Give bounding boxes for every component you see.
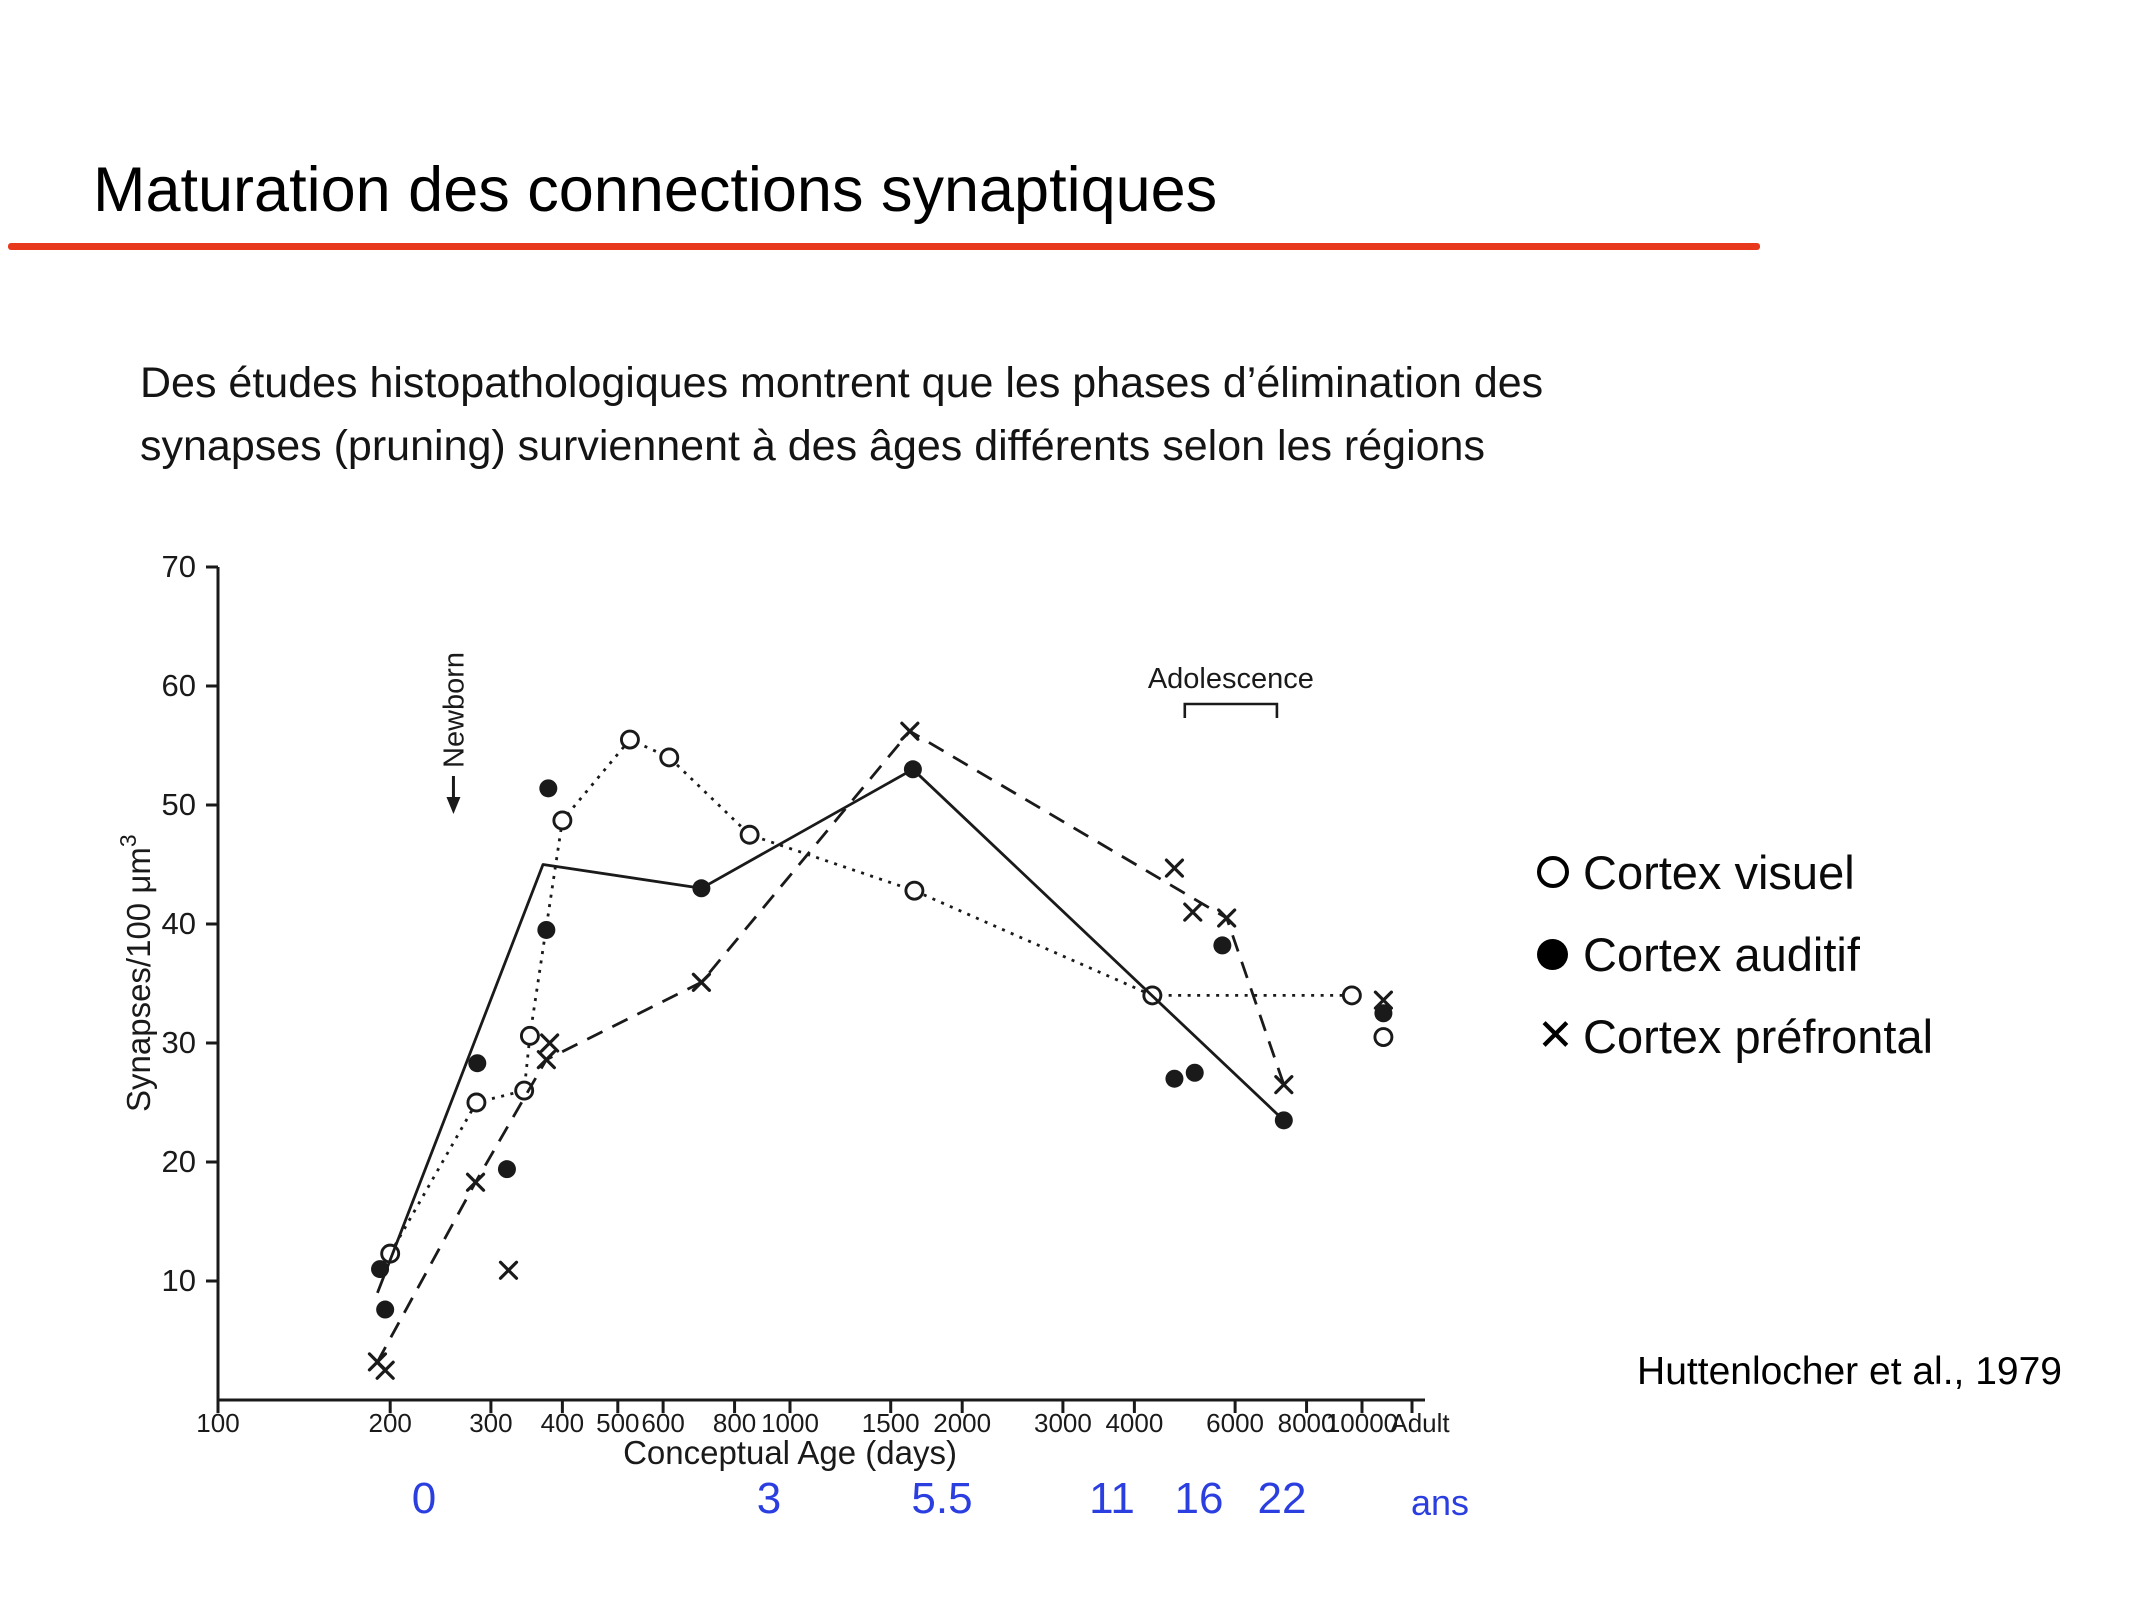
down-arrow-icon bbox=[446, 797, 460, 814]
y-tick-label: 40 bbox=[161, 906, 196, 941]
legend-label: Cortex visuel bbox=[1583, 845, 1855, 899]
x-end-tick-label: Adult bbox=[1390, 1408, 1450, 1438]
data-point-open-circle bbox=[554, 812, 571, 829]
data-point-filled-circle bbox=[1165, 1070, 1183, 1088]
x-tick-label: 300 bbox=[469, 1408, 513, 1438]
x-tick-label: 1500 bbox=[861, 1408, 920, 1438]
data-point-filled-circle bbox=[537, 921, 555, 939]
legend-label: Cortex préfrontal bbox=[1583, 1009, 1934, 1063]
citation: Huttenlocher et al., 1979 bbox=[1637, 1350, 2062, 1393]
x-tick-label: 100 bbox=[196, 1408, 240, 1438]
age-label: 3 bbox=[756, 1474, 782, 1523]
data-point-x-marker bbox=[902, 723, 918, 739]
y-tick-label: 30 bbox=[161, 1025, 196, 1060]
data-point-open-circle bbox=[661, 749, 678, 766]
data-point-filled-circle bbox=[692, 879, 710, 897]
x-tick-label: 600 bbox=[641, 1408, 685, 1438]
x-tick-label: 1000 bbox=[761, 1408, 819, 1438]
y-axis-label: Synapses/100 $\mu m^3$ bbox=[115, 834, 157, 1112]
age-label: 0 bbox=[411, 1474, 437, 1523]
age-label: 22 bbox=[1257, 1474, 1307, 1523]
legend-label: Cortex auditif bbox=[1583, 927, 1860, 981]
data-point-filled-circle bbox=[371, 1260, 389, 1278]
adolescence-bracket bbox=[1185, 704, 1277, 718]
legend-item-visuel bbox=[1537, 842, 1933, 902]
y-axis-ticks bbox=[162, 549, 218, 1298]
data-point-open-circle bbox=[468, 1094, 485, 1111]
open-circle-icon bbox=[1537, 856, 1583, 888]
y-tick-label: 60 bbox=[161, 668, 196, 703]
page-title: Maturation des connections synaptiques bbox=[93, 155, 1218, 226]
data-point-x-marker bbox=[538, 1052, 554, 1068]
chart-legend bbox=[1537, 842, 1933, 1066]
data-point-filled-circle bbox=[1275, 1111, 1293, 1129]
data-point-filled-circle bbox=[1186, 1064, 1204, 1082]
y-tick-label: 70 bbox=[161, 549, 196, 584]
series-cortex-pr-frontal bbox=[369, 723, 1391, 1378]
series-cortex-visuel bbox=[382, 731, 1392, 1262]
data-point-open-circle bbox=[521, 1027, 538, 1044]
y-tick-label: 10 bbox=[161, 1263, 196, 1298]
data-point-x-marker bbox=[377, 1362, 393, 1378]
series-line-cortex-visuel bbox=[390, 740, 1352, 1254]
data-point-open-circle bbox=[1343, 987, 1360, 1004]
x-tick-label: 3000 bbox=[1033, 1408, 1092, 1438]
data-point-filled-circle bbox=[468, 1054, 486, 1072]
data-point-open-circle bbox=[621, 731, 638, 748]
body-line: Des études histopathologiques montrent que les phases d’élimination des bbox=[140, 359, 1544, 407]
age-label: 5.5 bbox=[911, 1474, 973, 1523]
x-axis-ticks bbox=[196, 1400, 1450, 1438]
x-tick-label: 4000 bbox=[1105, 1408, 1164, 1438]
legend-item-prefrontal bbox=[1537, 1006, 1933, 1066]
data-point-filled-circle bbox=[376, 1301, 394, 1319]
series-line-cortex-auditif bbox=[377, 769, 1283, 1293]
data-point-x-marker bbox=[1185, 904, 1201, 920]
data-point-filled-circle bbox=[1213, 936, 1231, 954]
data-point-x-marker bbox=[500, 1262, 516, 1278]
x-tick-label: 2000 bbox=[933, 1408, 992, 1438]
age-label: 16 bbox=[1174, 1474, 1224, 1523]
adolescence-annotation bbox=[1148, 663, 1314, 718]
x-tick-label: 800 bbox=[712, 1408, 757, 1438]
x-tick-label: 10000 bbox=[1325, 1408, 1399, 1438]
x-tick-label: 6000 bbox=[1206, 1408, 1265, 1438]
data-point-open-circle bbox=[516, 1082, 533, 1099]
data-point-x-marker bbox=[1166, 860, 1182, 876]
data-point-open-circle bbox=[1375, 1029, 1392, 1046]
data-point-open-circle bbox=[741, 826, 758, 843]
data-point-x-marker bbox=[468, 1174, 484, 1190]
y-tick-label: 20 bbox=[161, 1144, 196, 1179]
x-marker-icon: ✕ bbox=[1537, 1011, 1574, 1060]
body-line: synapses (pruning) surviennent à des âges différents selon les régions bbox=[140, 422, 1485, 470]
data-point-filled-circle bbox=[539, 779, 557, 797]
legend-item-auditif bbox=[1537, 924, 1933, 984]
data-point-x-marker bbox=[1276, 1077, 1292, 1093]
data-point-filled-circle bbox=[498, 1160, 516, 1178]
x-tick-label: 200 bbox=[368, 1408, 412, 1438]
filled-circle-icon bbox=[1537, 939, 1583, 970]
data-point-x-marker bbox=[1219, 910, 1235, 926]
x-axis-label: Conceptual Age (days) bbox=[623, 1434, 957, 1471]
x-tick-label: 8000 bbox=[1277, 1408, 1336, 1438]
y-tick-label: 50 bbox=[161, 787, 196, 822]
age-label: 11 bbox=[1089, 1474, 1135, 1523]
adolescence-label: Adolescence bbox=[1147, 663, 1314, 695]
newborn-label: Newborn bbox=[438, 651, 471, 768]
newborn-annotation bbox=[438, 652, 470, 814]
data-point-x-marker bbox=[693, 974, 709, 990]
x-tick-label: 400 bbox=[540, 1408, 585, 1438]
data-point-filled-circle bbox=[904, 760, 922, 778]
age-label: ans bbox=[1410, 1482, 1470, 1523]
data-point-open-circle bbox=[906, 882, 923, 899]
x-tick-label: 500 bbox=[596, 1408, 640, 1438]
data-point-x-marker bbox=[542, 1035, 558, 1051]
